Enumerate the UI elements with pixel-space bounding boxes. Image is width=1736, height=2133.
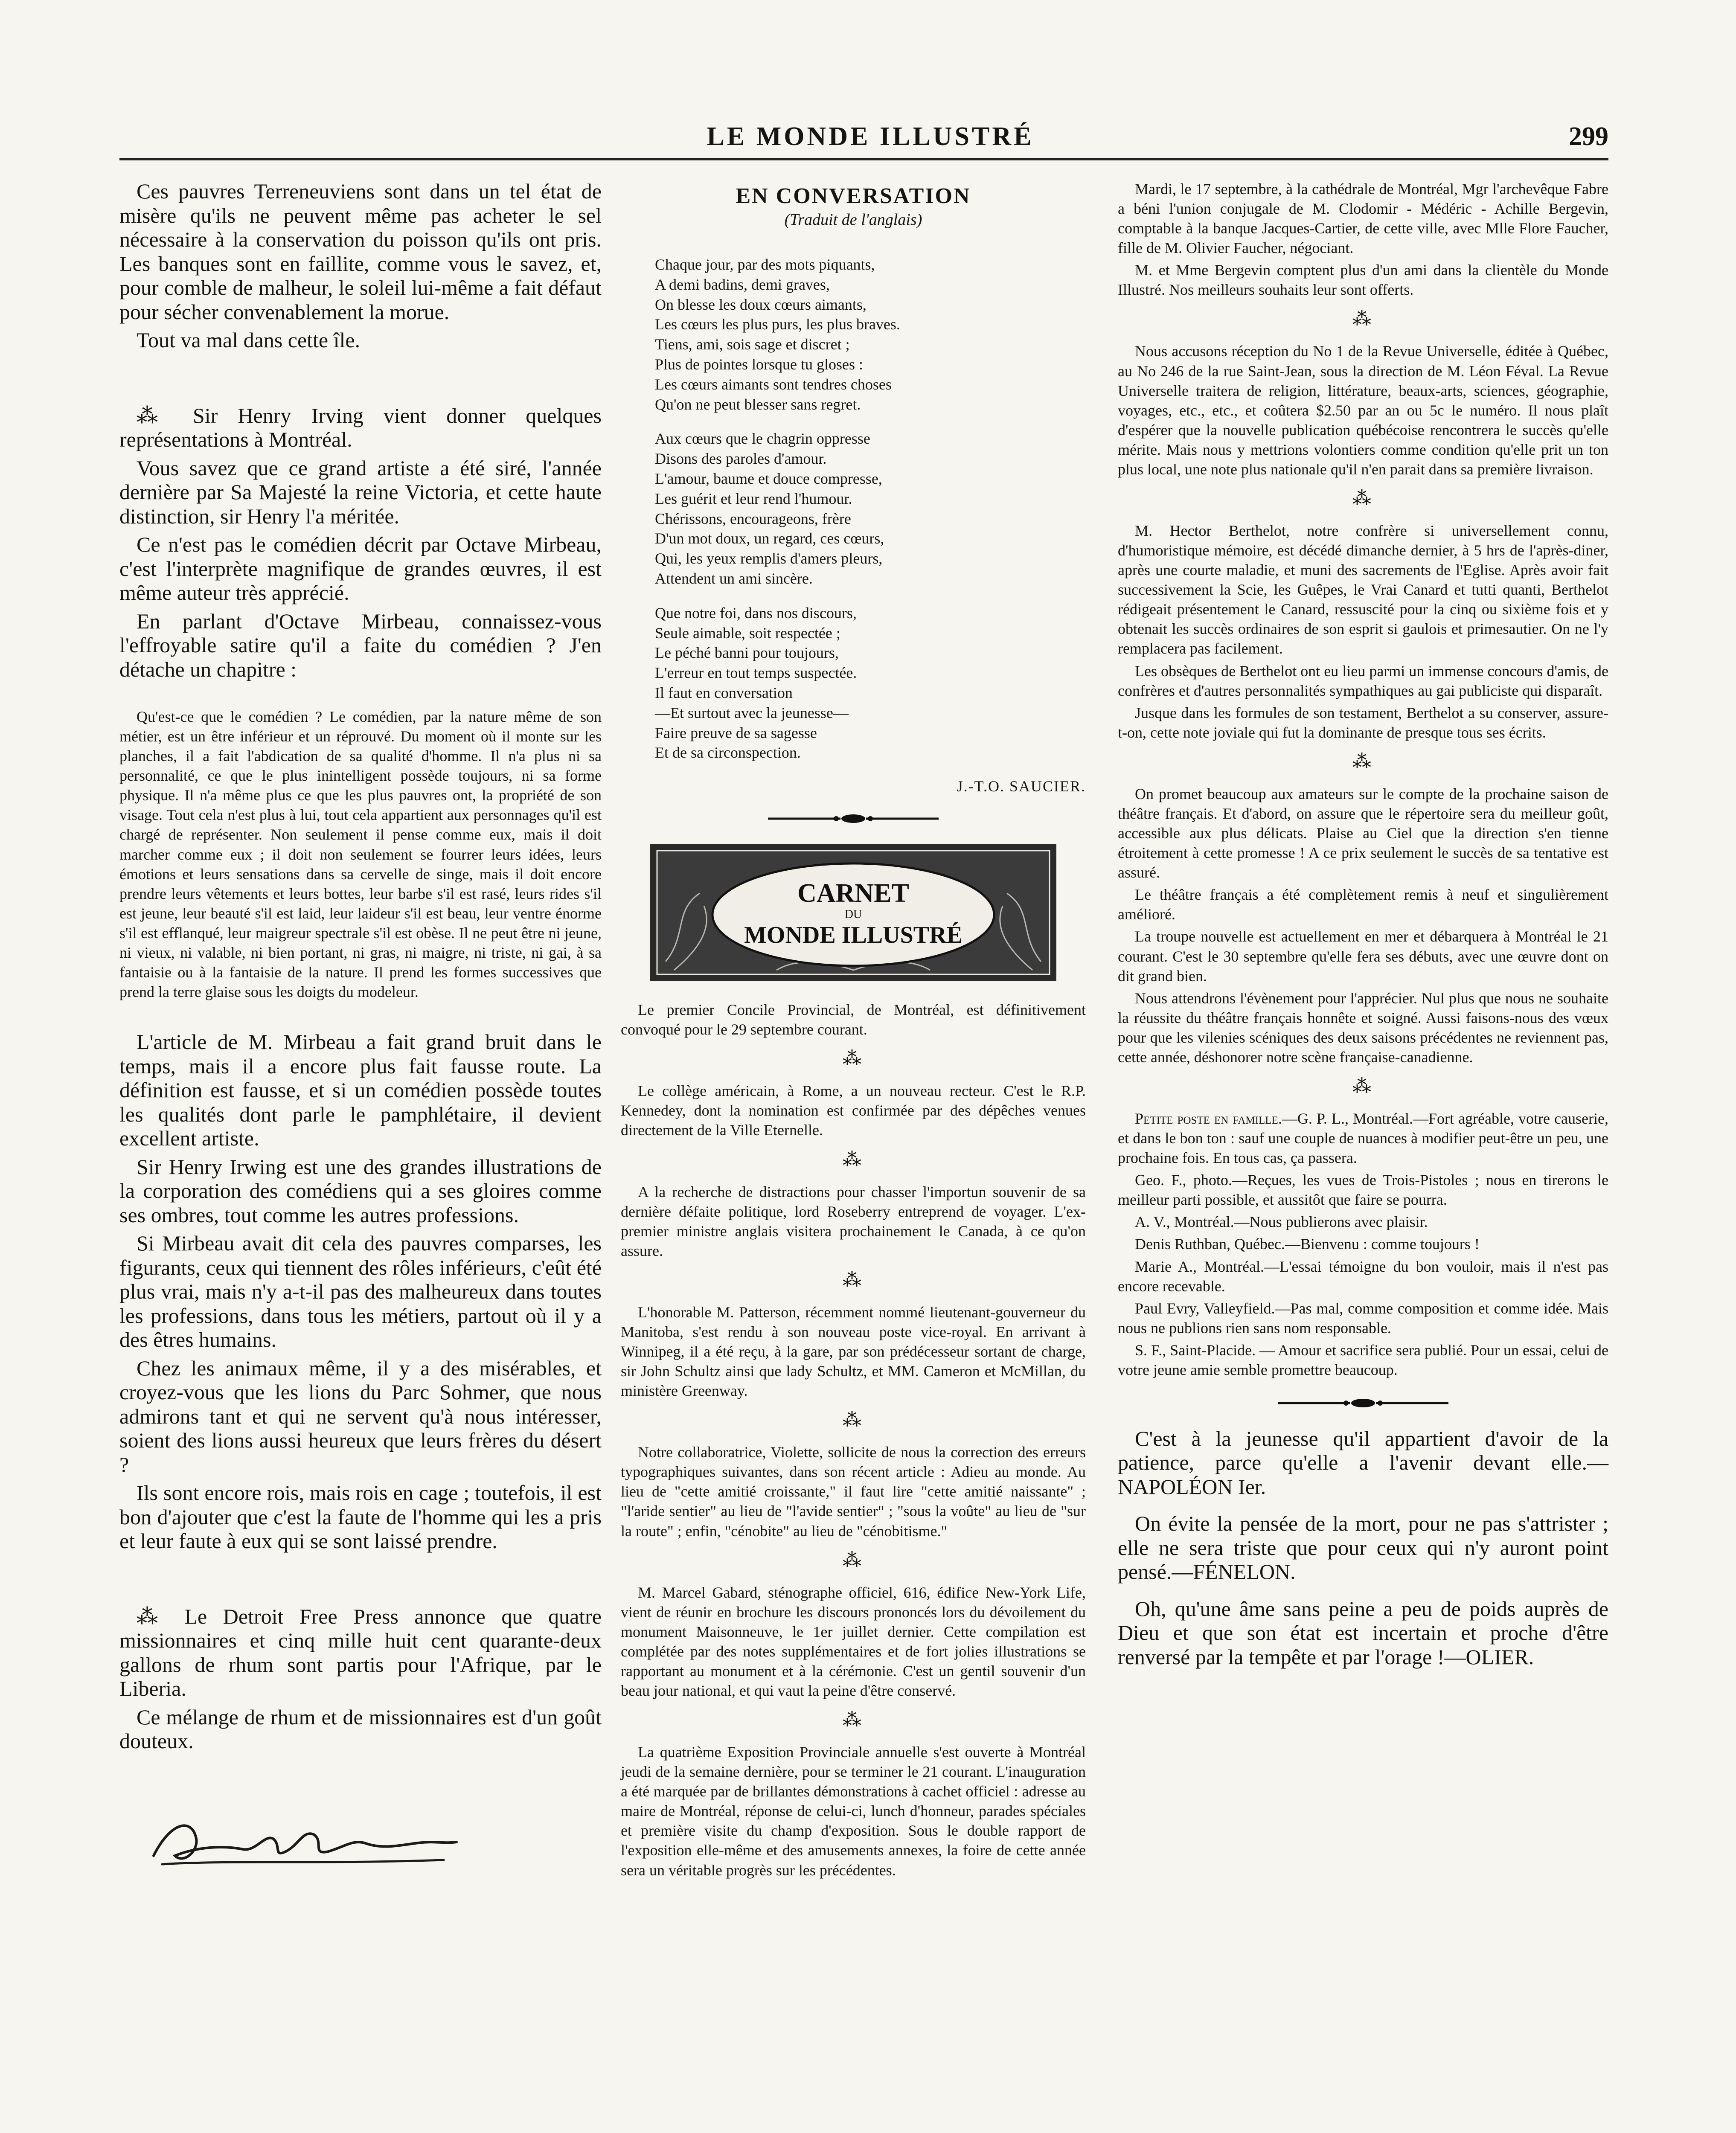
petite-poste-item: Marie A., Montréal.—L'essai témoigne du bon vouloir, mais il n'est pas encore recevable. — [1118, 1258, 1608, 1295]
paragraph: ⁂ Sir Henry Irving vient donner quelques représentations à Montréal. — [119, 403, 602, 451]
paragraph: Sir Henry Irwing est une des grandes illustrations de la corporation des comédiens qui a ses gloires comme ses ombres, tout comme les autres professions. — [119, 1154, 602, 1227]
paragraph: Vous savez que ce grand artiste a été siré, l'année dernière par Sa Majesté la reine Victoria, et cette haute distinction, sir Henry l'a méritée. — [119, 456, 602, 528]
petite-poste-item: S. F., Saint-Placide. — Amour et sacrifice sera publié. Pour un essai, celui de votre jeune amie semble promettre beaucoup. — [1118, 1341, 1608, 1378]
petite-poste-item — [1118, 1109, 1608, 1168]
maxim-quote: C'est à la jeunesse qu'il appartient d'avoir de la patience, parce qu'elle a l'avenir devant elle.—NAPOLÉON Ier. — [1118, 1426, 1608, 1499]
page-number: 299 — [1569, 122, 1608, 151]
news-item: La quatrième Exposition Provinciale annuelle s'est ouverte à Montréal jeudi de la semaine dernière, pour se terminer le 21 courant. L'inauguration a été marquée par de brillantes démonstrations à cachet officiel : adresse au maire de Montréal, réponse de celui-ci, lunch d'honneur, parades spéciales et première visite du champ d'exposition. Sous le double rapport de l'exposition elle-même et des amusements annexes, la foire de cette année sera un véritable progrès sur les précédentes. — [621, 1744, 1086, 1879]
maxim-quote: Oh, qu'une âme sans peine a peu de poids auprès de Dieu et que son état est incertain et proche d'être renversé par la tempête et par l'orage !—OLIER. — [1118, 1596, 1608, 1669]
handwritten-signature — [145, 1805, 469, 1877]
paragraph: L'article de M. Mirbeau a fait grand bruit dans le temps, mais il a encore plus fait fausse route. La définition est fausse, et si un comédien possède toutes les qualités dont parle le pamphlétaire, il devient excellent artiste. — [119, 1030, 602, 1151]
news-item: Notre collaboratrice, Violette, sollicite de nous la correction des erreurs typographiques suivantes, dans son récent article : Adieu au monde. Au lieu de "cette amitié croissante," il faut lire "cette amitié naissante" ; "l'aride sentier" au lieu de "l'avide sentier" ; "sous la voûte" au lieu de "sur la route" ; enfin, "cénobite" au lieu de "cénobitisme." — [621, 1444, 1086, 1540]
masthead-title: LE MONDE ILLUSTRÉ — [707, 122, 1034, 151]
petite-poste-item: Geo. F., photo.—Reçues, les vues de Trois-Pistoles ; nous en tirerons le meilleur parti possible, et aussitôt que faire se pourra. — [1118, 1171, 1608, 1209]
petite-poste-item: Paul Evry, Valleyfield.—Pas mal, comme composition et comme idée. Mais nous ne publions rien sans nom responsable. — [1118, 1299, 1608, 1337]
paragraph: Ils sont encore rois, mais rois en cage ; toutefois, il est bon d'ajouter que c'est la faute de l'homme qui les a pris et leur faute à eux qui se sont laissé prendre. — [119, 1481, 602, 1553]
poem-title: EN CONVERSATION — [736, 184, 971, 208]
carnet-word: DU — [844, 908, 862, 921]
carnet-banner — [648, 842, 1058, 983]
header-rule — [119, 158, 1608, 160]
carnet-word: MONDE ILLUSTRÉ — [744, 922, 963, 949]
poem-stanza: Que notre foi, dans nos discours, Seule aimable, soit respectée ; Le péché banni pour toujours, L'erreur en tout temps suspectée. Il faut en conversation —Et surtout avec la jeunesse— Faire preuve de sa sagesse Et de sa circonspection. — [655, 604, 857, 761]
ornament-divider — [1274, 1397, 1453, 1409]
news-item: L'honorable M. Patterson, récemment nommé lieutenant-gouverneur du Manitoba, s'est rendu à son nouveau poste vice-royal. En arrivant à Winnipeg, il a été reçu, à la gare, par son prédécesseur sortant de charge, sir John Schultz ainsi que lady Schultz, et MM. Cameron et McMillan, du ministère Greenway. — [621, 1303, 1086, 1400]
section-stars: ⁂ — [843, 1549, 864, 1571]
petite-poste-heading: Petite poste en famille. — [1135, 1110, 1282, 1127]
news-item: Nous attendrons l'évènement pour l'apprécier. Nul plus que nous ne souhaite la réussite du théâtre français honnête et soigné. Aussi faisons-nous des vœux pour que les vilenies scéniques des deux saisons précédentes ne reviennent pas, cette année, déshonorer notre scène française-canadienne. — [1118, 989, 1608, 1066]
news-item: Nous accusons réception du No 1 de la Revue Universelle, éditée à Québec, au No 246 de la rue Saint-Jean, sous la direction de M. Léon Féval. La Revue Universelle traitera de religion, littérature, beaux-arts, sciences, géographie, voyages, etc., etc., et coûtera $2.50 par an ou 5c le numéro. Il nous plaît d'espérer que la nouvelle publication québécoise rencontrera le succès qu'elle mérite. Mais nous y mettrions volontiers comme condition qu'elle prit un ton plus local, une note plus nationale qu'il n'en parait dans sa première livraison. — [1118, 343, 1608, 478]
column-left — [119, 179, 602, 1877]
news-item: Mardi, le 17 septembre, à la cathédrale de Montréal, Mgr l'archevêque Fabre a béni l'union conjugale de M. Clodomir - Médéric - Achille Bergevin, comptable à la banque Jacques-Cartier, de cette ville, avec Mlle Flore Faucher, fille de M. Olivier Faucher, négociant. — [1118, 180, 1608, 257]
paragraph: Chez les animaux même, il y a des misérables, et croyez-vous que les lions du Parc Sohmer, que nous admirons tant et qui ne servent qu'à nous intéresser, soient des lions aussi heureux que leurs frères du désert ? — [119, 1356, 602, 1476]
petite-poste-text: —G. P. L., Montréal.—Fort agréable, votre causerie, et dans le bon ton : sauf une couple de nuances à modifier peut-être un peu, une prochaine fois. En tous cas, ça passera. — [1118, 1110, 1608, 1167]
paragraph: En parlant d'Octave Mirbeau, connaissez-vous l'effroyable satire qu'il a faite du comédien ? J'en détache un chapitre : — [119, 609, 602, 681]
section-stars: ⁂ — [843, 1048, 864, 1069]
ornament-divider — [764, 812, 943, 825]
news-item: Le premier Concile Provincial, de Montréal, est définitivement convoqué pour le 29 septembre courant. — [621, 1001, 1086, 1038]
news-item: M. Hector Berthelot, notre confrère si universellement connu, d'humoristique mémoire, est décédé dimanche dernier, à 5 hrs de l'après-diner, après une courte maladie, et muni des sacrements de l'Eglise. Après avoir fait successivement la Scie, les Guêpes, le Vrai Canard et tutti quanti, Berthelot rédigeait présentement le Canard, ressuscité pour la cinq ou sixième fois et y obtenait les succès ordinaires de son esprit si gaulois et primesautier. On ne l'y remplacera pas facilement. — [1118, 522, 1608, 657]
poem-subtitle: (Traduit de l'anglais) — [784, 211, 922, 229]
paragraph: ⁂ Le Detroit Free Press annonce que quatre missionnaires et cinq mille huit cent quarante-deux gallons de rhum sont partis pour l'Afrique, par le Liberia. — [119, 1604, 602, 1701]
petite-poste-item: Denis Ruthban, Québec.—Bienvenu : comme toujours ! — [1135, 1235, 1480, 1253]
maxim-quote: On évite la pensée de la mort, pour ne pas s'attrister ; elle ne sera triste que pour ceux qui n'y auront point pensé.—FÉNELON. — [1118, 1511, 1608, 1584]
section-stars: ⁂ — [1352, 308, 1374, 330]
carnet-word: CARNET — [797, 879, 909, 908]
news-item: La troupe nouvelle est actuellement en mer et débarquera à Montréal le 21 courant. C'est le 30 septembre qu'elle fera ses débuts, avec une œuvre dont on dit grand bien. — [1118, 928, 1608, 985]
section-stars: ⁂ — [843, 1269, 864, 1290]
paragraph: Ce n'est pas le comédien décrit par Octave Mirbeau, c'est l'interprète magnifique de grandes œuvres, il est même auteur très apprécié. — [119, 532, 602, 604]
poem-stanza: Chaque jour, par des mots piquants, A demi badins, demi graves, On blesse les doux cœurs aimants, Les cœurs les plus purs, les plus braves. Tiens, ami, sois sage et discret ; Plus de pointes lorsque tu gloses : Les cœurs aimants sont tendres choses Qu'on ne peut blesser sans regret. — [655, 256, 900, 413]
paragraph: Ces pauvres Terreneuviens sont dans un tel état de misère qu'ils ne peuvent même pas acheter le sel nécessaire à la conservation du poisson qu'ils ont pris. Les banques sont en faillite, comme vous le savez, et, pour comble de malheur, le soleil lui-même a fait défaut pour sécher convenablement la morue. — [119, 179, 602, 324]
news-item: Le collège américain, à Rome, a un nouveau recteur. C'est le R.P. Kennedey, dont la nomination est confirmée par des dépêches venues directement de la Ville Eternelle. — [621, 1082, 1086, 1139]
paragraph: Tout va mal dans cette île. — [137, 328, 361, 352]
quoted-excerpt: Qu'est-ce que le comédien ? Le comédien, par la nature même de son métier, est un être inférieur et un réprouvé. Du moment où il monte sur les planches, il a fait l'abdication de sa qualité d'homme. Il n'a plus ni sa personnalité, ce que le plus inintelligent possède toujours, ni sa forme physique. Il n'a même plus ce que les plus pauvres ont, la propriété de son visage. Tout cela n'est plus à lui, tout cela appartient aux personnages qu'il est chargé de représenter. Non seulement il pense comme eux, mais il doit marcher comme eux ; il doit non seulement se fourrer leurs idées, leurs émotions et leurs sensations dans sa cervelle de singe, mais il doit encore prendre leurs vêtements et leurs bottes, leur barbe s'il est rasé, leurs rides s'il est jeune, leur beauté s'il est laid, leur laideur s'il est beau, leur ventre énorme s'il est efflanqué, leur maigreur spectrale s'il est obèse. Il ne peut être ni jeune, ni vieux, ni valable, ni bien portant, ni gras, ni maigre, ni triste, ni gai, à sa fantaisie ou à la fantaisie de la nature. Il prend les formes successives que prend la terre glaise sous les doigts du modeleur. — [119, 708, 602, 1001]
section-stars: ⁂ — [843, 1409, 864, 1431]
news-item: On promet beaucoup aux amateurs sur le compte de la prochaine saison de théâtre français. Et d'abord, on assure que le répertoire sera du meilleur goût, accessible aux plus délicats. Plaise au Ciel que la direction s'en tienne étroitement à cette promesse ! A ce prix seulement le succès de sa tentative est assuré. — [1118, 785, 1608, 881]
column-middle — [621, 179, 1086, 1883]
poem-stanza: Aux cœurs que le chagrin oppresse Disons des paroles d'amour. L'amour, baume et douce compresse, Les guérit et leur rend l'humour. Chérissons, encourageons, frère D'un mot doux, un regard, ces cœurs, Qui, les yeux remplis d'amers pleurs, Attendent un ami sincère. — [655, 430, 884, 587]
petite-poste-item: A. V., Montréal.—Nous publierons avec plaisir. — [1135, 1213, 1428, 1231]
news-item: Jusque dans les formules de son testament, Berthelot a su conserver, assure-t-on, cette note joviale qui fut la dominante de presque tous ses écrits. — [1118, 704, 1608, 741]
section-stars: ⁂ — [1352, 751, 1374, 772]
news-item: Les obsèques de Berthelot ont eu lieu parmi un immense concours d'amis, de confrères et d'autres personnalités sympathiques au gai publiciste qui disparaît. — [1118, 662, 1608, 699]
news-item: M. Marcel Gabard, sténographe officiel, 616, édifice New-York Life, vient de réunir en brochure les discours prononcés lors du dévoilement du monument Maisonneuve, le 1er juillet dernier. Cette compilation est complétée par des notes supplémentaires et de fort jolies illustrations se rapportant au monument et à la cérémonie. C'est un gentil souvenir d'un beau jour national, et qui vaut la peine d'être conservé. — [621, 1584, 1086, 1699]
paragraph: Si Mirbeau avait dit cela des pauvres comparses, les figurants, ceux qui tiennent des rôles inférieurs, c'eût été plus vrai, mais n'y a-t-il pas des malheureux dans toutes les professions, dans tous les métiers, partout où il y a des êtres humains. — [119, 1231, 602, 1352]
section-stars: ⁂ — [1352, 488, 1374, 509]
section-stars: ⁂ — [1352, 1075, 1374, 1097]
section-stars: ⁂ — [843, 1709, 864, 1731]
section-stars: ⁂ — [843, 1149, 864, 1170]
poem-author: J.-T.O. SAUCIER. — [957, 778, 1086, 795]
paragraph: Ce mélange de rhum et de missionnaires est d'un goût douteux. — [119, 1705, 602, 1753]
news-item: Le théâtre français a été complètement remis à neuf et singulièrement amélioré. — [1118, 886, 1608, 923]
column-right — [1118, 179, 1608, 1673]
news-item: A la recherche de distractions pour chasser l'importun souvenir de sa dernière défaite politique, lord Roseberry entreprend de voyager. L'ex-premier ministre anglais visitera prochainement le Canada, à ce qu'on assure. — [621, 1183, 1086, 1259]
news-item: M. et Mme Bergevin comptent plus d'un ami dans la clientèle du Monde Illustré. Nos meilleurs souhaits leur sont offerts. — [1118, 262, 1608, 299]
